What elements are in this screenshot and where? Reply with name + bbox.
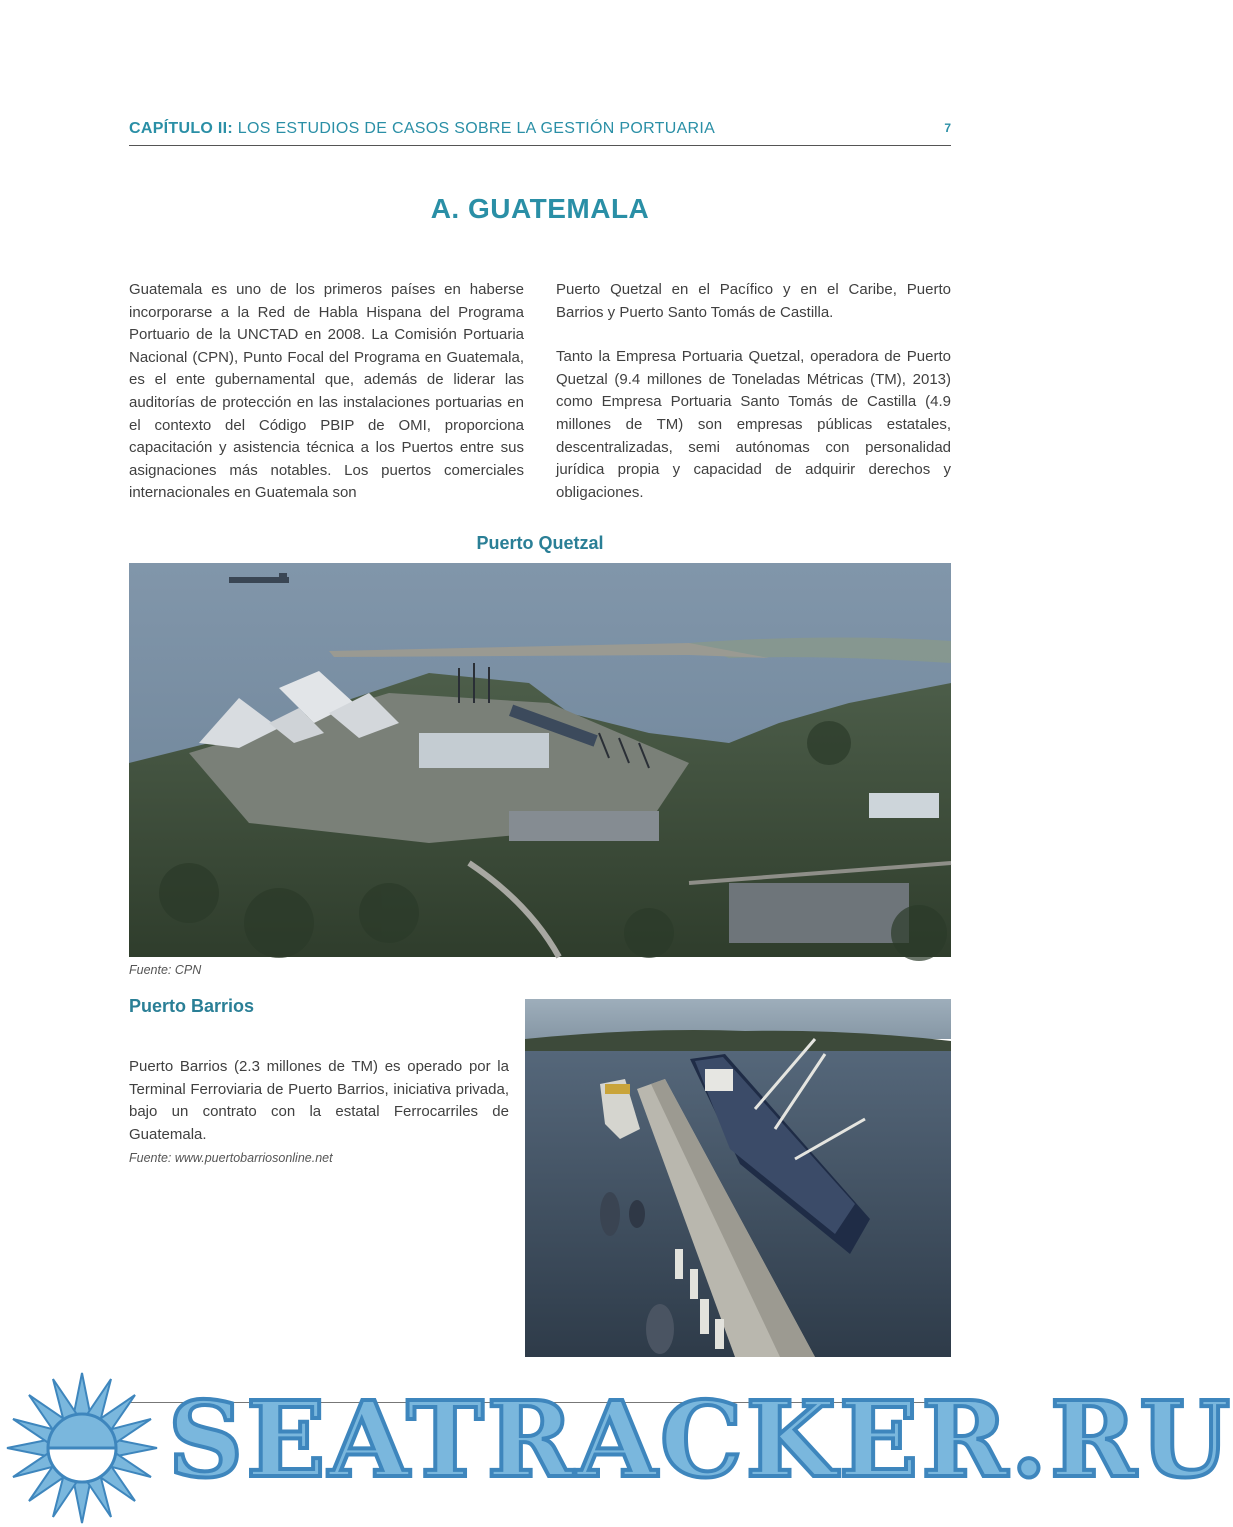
puerto-barrios-photo	[525, 999, 951, 1357]
intro-paragraph-1: Guatemala es uno de los primeros países en haberse incorporarse a la Red de Habla Hispana del Programa Portuario de la UNCTAD en 2008. La Comisión Portuaria Nacional (CPN), Punto Focal del Programa en Guatemala, es el ente gubernamental que, además de liderar las auditorías de protección en las instalaciones portuarias en el contexto del Código PBIP de OMI, proporciona capacitación y asistencia técnica a los Puertos entre sus asignaciones más notables. Los puertos comerciales internacionales en Guatemala son	[129, 281, 524, 502]
barrios-source: Fuente: www.puertobarriosonline.net	[129, 1151, 333, 1165]
barrios-paragraph: Puerto Barrios (2.3 millones de TM) es operado por la Terminal Ferroviaria de Puerto Barrios, iniciativa privada, bajo un contrato con la estatal Ferrocarriles de Guatemala.	[129, 1058, 509, 1143]
intro-paragraph-3: Tanto la Empresa Portuaria Quetzal, operadora de Puerto Quetzal (9.4 millones de Toneladas Métricas (TM), 2013) como Empresa Portuaria Santo Tomás de Castilla (4.9 millones de TM) son empresas públicas estatales, descentralizadas, semi autónomas con personalidad jurídica propia y capacidad de adquirir derechos y obligaciones.	[556, 348, 951, 501]
intro-left-column	[129, 279, 524, 505]
intro-right-column	[556, 279, 951, 504]
quetzal-source: Fuente: CPN	[129, 963, 202, 977]
barrios-heading: Puerto Barrios	[129, 996, 255, 1016]
chapter-title	[129, 120, 715, 138]
chapter-label: CAPÍTULO II:	[129, 120, 234, 137]
watermark-text: SEATRACKER.RU	[168, 1378, 1233, 1501]
quetzal-heading: Puerto Quetzal	[476, 533, 604, 553]
chapter-header	[129, 118, 951, 146]
puerto-quetzal-photo	[129, 563, 951, 957]
chapter-name: LOS ESTUDIOS DE CASOS SOBRE LA GESTIÓN PORTUARIA	[237, 120, 716, 137]
page-number: 7	[944, 121, 951, 135]
page-title: A. GUATEMALA	[430, 193, 650, 224]
intro-paragraph-2: Puerto Quetzal en el Pacífico y en el Caribe, Puerto Barrios y Puerto Santo Tomás de Castilla.	[556, 281, 951, 321]
